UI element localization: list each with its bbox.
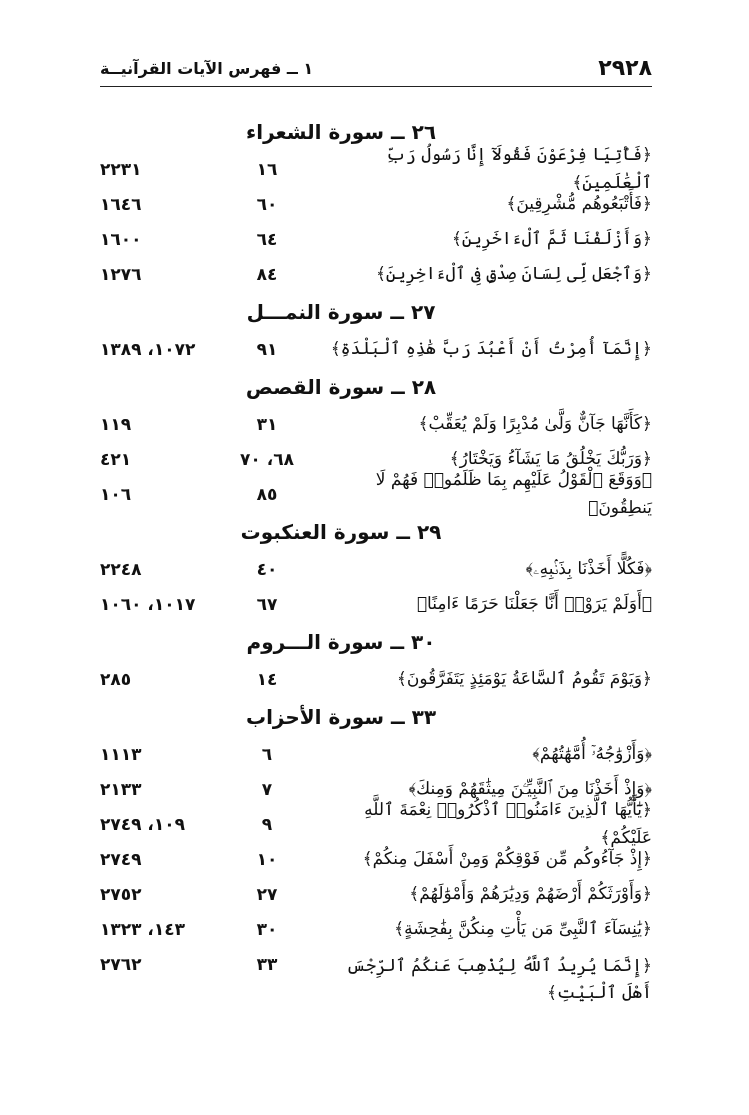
surah-heading: ٣٠ ــ سورة الـــروم (246, 630, 436, 654)
index-row (100, 332, 652, 367)
surah-heading: ٣٣ ــ سورة الأحزاب (245, 705, 437, 729)
index-row (100, 470, 652, 518)
verse-number: ٩ (261, 814, 273, 835)
verse-number: ٣١ (256, 414, 278, 435)
verse-number: ٦ (261, 744, 273, 765)
page-refs: ٢٧٥٢ (100, 884, 142, 905)
page-refs: ١١١٣ (100, 744, 142, 765)
verse-number: ٦٠ (256, 194, 278, 215)
page-header (100, 50, 652, 87)
verse-text: ﴿وَأَزْوَٰجُهُۥٓ أُمَّهَٰتُهُمْ﴾ (532, 743, 652, 764)
index-row (100, 257, 652, 292)
verse-text: ﴿وَيَوْمَ تَقُومُ ٱلسَّاعَةُ يَوْمَئِذٍ يَتَفَرَّقُونَ﴾ (396, 668, 652, 689)
surah-heading: ٢٧ ــ سورة النمـــل (246, 300, 436, 324)
verse-number: ٦٨، ٧٠ (240, 449, 294, 470)
verse-text: ﴿وَأَوْرَثَكُمْ أَرْضَهُمْ وَدِيَٰرَهُمْ وَأَمْوَٰلَهُمْ﴾ (409, 883, 652, 904)
verse-number: ٩١ (256, 339, 278, 360)
verse-text: ﴿وَوَقَعَ ٱلْقَوْلُ عَلَيْهِم بِمَا ظَلَمُوا۟ فَهُمْ لَا يَنطِقُونَ﴾ (375, 470, 652, 518)
verse-text: ﴿يَٰنِسَآءَ ٱلنَّبِىِّ مَن يَأْتِ مِنكُنَّ بِفَٰحِشَةٍ﴾ (394, 918, 652, 939)
page-refs: ١٠٩، ٢٧٤٩ (100, 814, 186, 835)
verse-text: ﴿وَأَزْلَفْنَا ثَمَّ ٱلْءَاخَرِينَ﴾ (451, 228, 652, 249)
verse-number: ٦٤ (256, 229, 278, 250)
page-refs: ٤٢١ (100, 449, 132, 470)
page-refs: ٢١٣٣ (100, 779, 142, 800)
verse-number: ٨٥ (256, 484, 278, 505)
index-row (100, 842, 652, 877)
page-refs: ١١٩ (100, 414, 132, 435)
page-refs: ١٢٧٦ (100, 264, 142, 285)
verse-number: ٦٧ (256, 594, 278, 615)
verse-number: ١٤ (256, 669, 278, 690)
verse-text: ﴿وَٱجْعَل لِّى لِسَانَ صِدْقٍ فِى ٱلْءَاخِرِينَ﴾ (375, 263, 652, 284)
verse-text: ﴿كَأَنَّهَا جَآنٌّ وَلَّىٰ مُدْبِرًا وَلَمْ يُعَقِّبْ﴾ (418, 413, 652, 434)
running-title: ١ ــ فهرس الآيات القرآنيــة (100, 58, 314, 78)
page-refs: ٢٢٣١ (100, 159, 142, 180)
page-refs: ١٠١٧، ١٠٦٠ (100, 594, 196, 615)
index-row (100, 145, 652, 193)
verse-number: ٣٣ (256, 955, 278, 975)
verse-number: ١٠ (256, 849, 278, 870)
index-row (100, 552, 652, 587)
verse-text: ﴿إِنَّمَآ أُمِرْتُ أَنْ أَعْبُدَ رَبَّ هَٰذِهِ ٱلْبَلْدَةِ﴾ (330, 338, 652, 359)
page-refs: ٢٧٤٩ (100, 849, 142, 870)
verse-number: ٧ (261, 779, 273, 800)
surah-heading: ٢٨ ــ سورة القصص (245, 375, 437, 399)
verse-text: ﴿وَرَبُّكَ يَخْلُقُ مَا يَشَآءُ وَيَخْتَارُ﴾ (449, 448, 652, 469)
verse-number: ٣٠ (256, 919, 278, 940)
verse-text: ﴿فَأْتِيَا فِرْعَوْنَ فَقُولَآ إِنَّا رَسُولُ رَبِّ ٱلْعَٰلَمِينَ﴾ (385, 145, 652, 193)
verse-index (100, 112, 652, 1007)
surah-heading: ٢٩ ــ سورة العنكبوت (240, 520, 442, 544)
index-row (100, 187, 652, 222)
verse-text: ﴿إِذْ جَآءُوكُم مِّن فَوْقِكُمْ وَمِنْ أَسْفَلَ مِنكُمْ﴾ (362, 848, 652, 869)
page-refs: ١٠٦ (100, 484, 132, 505)
page-refs: ٢٧٦٢ (100, 955, 142, 975)
page-refs: ٢٨٥ (100, 669, 132, 690)
page-number: ٢٩٢٨ (598, 55, 652, 81)
index-row (100, 947, 652, 1007)
page-refs: ٢٢٤٨ (100, 559, 142, 580)
index-row (100, 912, 652, 947)
index-row (100, 662, 652, 697)
verse-text: ﴿وَإِذْ أَخَذْنَا مِنَ ٱلنَّبِيِّـۧنَ مِيثَٰقَهُمْ وَمِنكَ﴾ (408, 778, 652, 799)
verse-text: ﴿إِنَّمَا يُرِيدُ ٱللَّهُ لِيُذْهِبَ عَنكُمُ ٱلرِّجْسَ أَهْلَ ٱلْبَيْتِ﴾ (346, 956, 652, 1004)
page-refs: ١٠٧٢، ١٣٨٩ (100, 339, 196, 360)
page-refs: ١٦٠٠ (100, 229, 142, 250)
surah-heading: ٢٦ ــ سورة الشعراء (245, 120, 437, 144)
verse-number: ٤٠ (256, 559, 278, 580)
verse-number: ١٦ (256, 159, 278, 180)
verse-text: ﴿فَأَتْبَعُوهُم مُّشْرِقِينَ﴾ (506, 193, 652, 214)
index-row (100, 407, 652, 442)
index-row (100, 800, 652, 848)
verse-number: ٢٧ (256, 884, 278, 905)
page-refs: ١٤٣، ١٣٢٣ (100, 919, 186, 940)
verse-text: ﴿أَوَلَمْ يَرَوْا۟ أَنَّا جَعَلْنَا حَرَمًا ءَامِنًا﴾ (416, 593, 652, 614)
verse-text: ﴿فَكُلًّا أَخَذْنَا بِذَنۢبِهِۦ﴾ (525, 558, 652, 579)
index-row (100, 737, 652, 772)
index-row (100, 587, 652, 622)
page-refs: ١٦٤٦ (100, 194, 142, 215)
index-row (100, 877, 652, 912)
verse-number: ٨٤ (256, 264, 278, 285)
verse-text: ﴿يَٰٓأَيُّهَا ٱلَّذِينَ ءَامَنُوا۟ ٱذْكُرُوا۟ نِعْمَةَ ٱللَّهِ عَلَيْكُمْ﴾ (364, 800, 652, 848)
index-row (100, 222, 652, 257)
